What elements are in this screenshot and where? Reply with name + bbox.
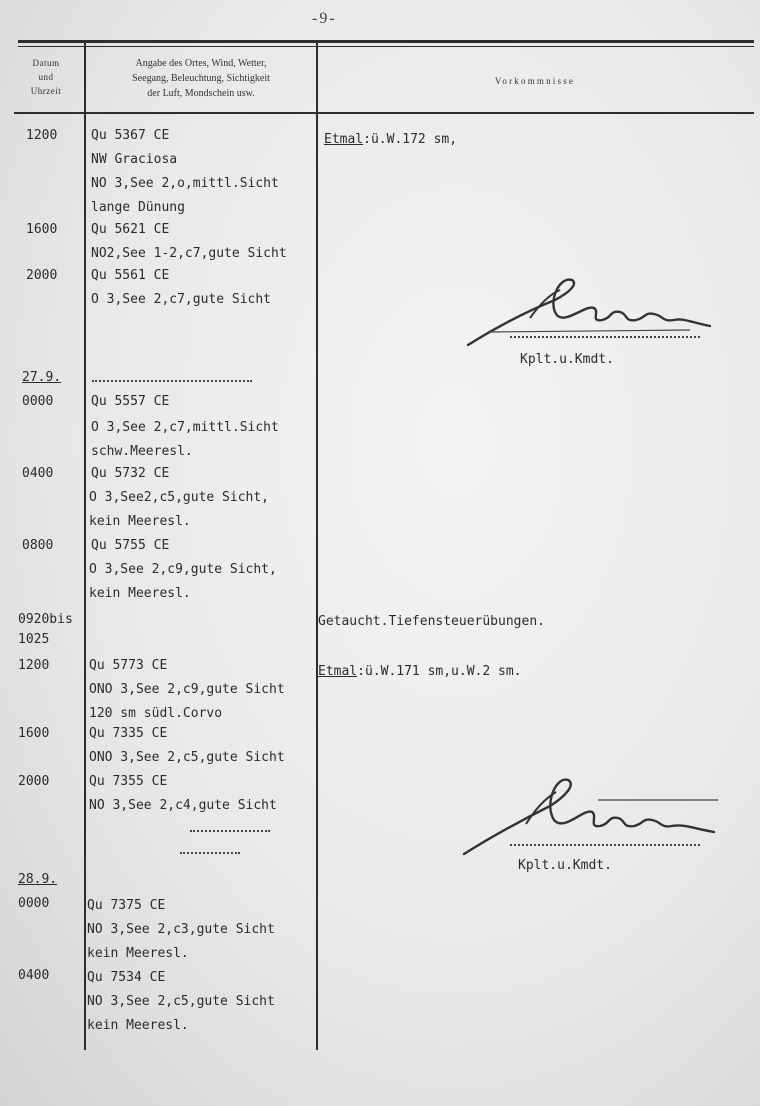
signature-2-title: Kplt.u.Kmdt. [518, 858, 612, 873]
time-1600-a: 1600 [26, 222, 58, 237]
weather-1200-b: ONO 3,See 2,c9,gute Sicht [89, 682, 285, 697]
signature-1 [460, 270, 720, 350]
header-bottom-rule [14, 112, 754, 114]
header-vorkommnisse: Vorkommnisse [494, 76, 576, 86]
etmal-1 [324, 132, 457, 148]
weather-0000-b: O 3,See 2,c7,mittl.Sicht [91, 420, 279, 435]
top-rule [18, 40, 754, 43]
time-1200-b: 1200 [18, 658, 50, 673]
header-datum-line-2: und [38, 72, 54, 82]
block-27-9-dots-1 [190, 830, 270, 832]
swell-1200-a: lange Dünung [91, 200, 185, 215]
sea-0400-c: kein Meeresl. [87, 1018, 189, 1033]
pos-0400-c: Qu 7534 CE [87, 970, 166, 985]
column-divider-2 [316, 40, 318, 1050]
weather-1200-a: NO 3,See 2,o,mittl.Sicht [91, 176, 279, 191]
pos-1600-a: Qu 5621 CE [91, 222, 170, 237]
pos-1200-b: Qu 5773 CE [89, 658, 168, 673]
time-0400-c: 0400 [18, 968, 50, 983]
time-0400-b: 0400 [22, 466, 54, 481]
pos-1600-b: Qu 7335 CE [89, 726, 168, 741]
time-0000-b: 0000 [22, 394, 54, 409]
header-datum-line-1: Datum [32, 58, 60, 68]
etmal-2-text: :ü.W.171 sm,u.W.2 sm. [357, 664, 522, 679]
time-0800-b: 0800 [22, 538, 54, 553]
pos-0800-b: Qu 5755 CE [91, 538, 170, 553]
pos-1200-a: Qu 5367 CE [91, 128, 170, 143]
time-2000-a: 2000 [26, 268, 58, 283]
signature-1-dots [510, 336, 700, 338]
date-27-9: 27.9. [22, 370, 62, 385]
date-28-9: 28.9. [18, 872, 58, 887]
header-angabe-line-3: der Luft, Mondschein usw. [147, 88, 255, 99]
time-0000-c: 0000 [18, 896, 50, 911]
weather-2000-b: NO 3,See 2,c4,gute Sicht [89, 798, 277, 813]
header-datum [12, 56, 80, 98]
time-1200-a: 1200 [26, 128, 58, 143]
weather-0400-c: NO 3,See 2,c5,gute Sicht [87, 994, 275, 1009]
header-angabe-line-2: Seegang, Beleuchtung, Sichtigkeit [132, 73, 270, 84]
sea-0400-b: kein Meeresl. [89, 514, 191, 529]
signature-2-dots [510, 844, 700, 846]
loc-1200-b: 120 sm südl.Corvo [89, 706, 223, 721]
header-datum-line-3: Uhrzeit [30, 86, 62, 96]
page-number: -9- [312, 10, 337, 27]
weather-0400-b: O 3,See2,c5,gute Sicht, [89, 490, 270, 505]
column-divider-1 [84, 40, 86, 1050]
pos-2000-b: Qu 7355 CE [89, 774, 168, 789]
time-1025-b: 1025 [18, 632, 50, 647]
pos-0000-c: Qu 7375 CE [87, 898, 166, 913]
weather-0800-b: O 3,See 2,c9,gute Sicht, [89, 562, 277, 577]
sea-0000-c: kein Meeresl. [87, 946, 189, 961]
top-rule-thin [18, 46, 754, 47]
event-0920-b: Getaucht.Tiefensteuerübungen. [318, 614, 545, 629]
block-27-9-dots-2 [180, 852, 240, 854]
pos-2000-a: Qu 5561 CE [91, 268, 170, 283]
etmal-1-label: Etmal [324, 132, 364, 147]
etmal-1-text: :ü.W.172 sm, [363, 132, 458, 147]
time-2000-b: 2000 [18, 774, 50, 789]
header-angabe-line-1: Angabe des Ortes, Wind, Wetter, [135, 58, 267, 69]
date-27-9-dots [92, 380, 252, 382]
signature-2 [458, 770, 728, 860]
time-0920-b: 0920bis [18, 612, 73, 627]
weather-0000-c: NO 3,See 2,c3,gute Sicht [87, 922, 275, 937]
weather-2000-a: O 3,See 2,c7,gute Sicht [91, 292, 272, 307]
pos-0400-b: Qu 5732 CE [91, 466, 170, 481]
pos-0000-b: Qu 5557 CE [91, 394, 170, 409]
sea-0800-b: kein Meeresl. [89, 586, 191, 601]
etmal-2-label: Etmal [318, 664, 358, 679]
loc-1200-a: NW Graciosa [91, 152, 178, 167]
header-angabe [90, 56, 312, 101]
sea-0000-b: schw.Meeresl. [91, 444, 193, 459]
signature-1-title: Kplt.u.Kmdt. [520, 352, 614, 367]
time-1600-b: 1600 [18, 726, 50, 741]
weather-1600-a: NO2,See 1-2,c7,gute Sicht [91, 246, 287, 261]
weather-1600-b: ONO 3,See 2,c5,gute Sicht [89, 750, 285, 765]
etmal-2 [318, 664, 522, 680]
